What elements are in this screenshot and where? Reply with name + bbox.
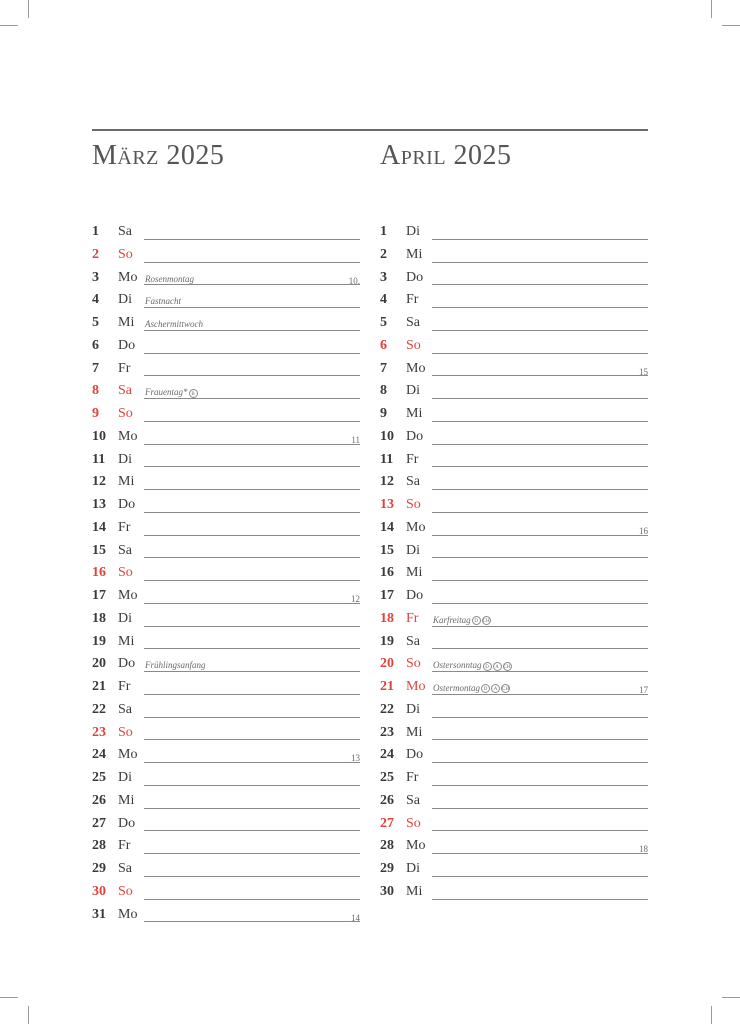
writing-line: [432, 785, 648, 786]
weekday-label: Do: [406, 269, 424, 285]
day-number: 18: [92, 610, 106, 626]
day-row[interactable]: [92, 812, 360, 835]
weekday-label: Mi: [406, 565, 423, 581]
writing-line: [144, 603, 360, 604]
writing-line: [432, 262, 648, 263]
day-row[interactable]: [92, 425, 360, 448]
weekday-label: Fr: [406, 770, 419, 785]
crop-mark: [28, 1006, 29, 1024]
day-row[interactable]: [92, 379, 360, 402]
country-badge-icon: CH: [501, 684, 510, 693]
holiday-note: [145, 313, 203, 335]
writing-line: [432, 398, 648, 399]
writing-line: [144, 899, 360, 900]
weekday-label: So: [406, 337, 421, 353]
writing-line: [144, 762, 360, 763]
weekday-label: Do: [406, 747, 424, 763]
day-number: 31: [92, 906, 106, 922]
day-number: 24: [92, 747, 106, 763]
weekday-label: Mo: [406, 838, 426, 854]
day-row[interactable]: [92, 493, 360, 516]
day-number: 25: [92, 770, 106, 785]
weekday-label: Mo: [118, 747, 138, 763]
holiday-note: [145, 654, 206, 676]
day-number: 9: [380, 406, 387, 421]
week-number: 14: [351, 912, 360, 923]
day-number: 29: [380, 861, 394, 876]
day-number: 17: [380, 588, 394, 603]
day-number: 25: [380, 770, 394, 785]
day-number: 26: [92, 792, 106, 808]
day-row[interactable]: [92, 470, 360, 493]
day-row[interactable]: [380, 698, 648, 721]
day-row[interactable]: [92, 516, 360, 539]
day-number: 11: [380, 451, 394, 467]
writing-line: [432, 808, 648, 809]
writing-line: [144, 239, 360, 240]
day-number: 30: [380, 883, 394, 899]
day-number: 21: [92, 679, 106, 694]
day-row[interactable]: [92, 698, 360, 721]
weekday-label: Fr: [406, 451, 419, 467]
week-number: 17: [639, 685, 648, 695]
week-number: 16: [639, 525, 648, 536]
weekday-label: Mo: [406, 519, 426, 535]
holiday-note: [433, 654, 512, 676]
writing-line: [432, 353, 648, 354]
country-badge-icon: CH: [482, 616, 491, 625]
day-number: 29: [92, 861, 106, 876]
day-number: 1: [92, 224, 99, 239]
day-row[interactable]: [92, 357, 360, 380]
day-number: 10: [92, 428, 106, 444]
writing-line: [144, 421, 360, 422]
writing-line: [432, 421, 648, 422]
day-row[interactable]: [92, 834, 360, 857]
writing-line: [432, 375, 648, 376]
day-row[interactable]: [380, 539, 648, 562]
day-row[interactable]: [380, 288, 648, 311]
day-row[interactable]: [380, 743, 648, 766]
day-number: 4: [380, 292, 387, 308]
writing-line: [144, 489, 360, 490]
weekday-label: Fr: [406, 610, 419, 626]
day-number: 13: [380, 497, 394, 512]
weekday-label: Sa: [406, 792, 420, 808]
day-row[interactable]: [92, 266, 360, 289]
weekday-label: Mi: [118, 633, 135, 649]
weekday-label: Sa: [406, 633, 420, 649]
writing-line: [432, 580, 648, 581]
day-number: 26: [380, 792, 394, 808]
weekday-label: Mo: [118, 588, 138, 603]
weekday-label: So: [118, 565, 133, 581]
day-number: 6: [92, 337, 99, 353]
weekday-label: Mi: [406, 406, 423, 421]
weekday-label: Fr: [118, 679, 131, 694]
holiday-note: [433, 677, 510, 699]
weekday-label: Mi: [406, 724, 423, 740]
writing-line: [432, 603, 648, 604]
day-number: 30: [92, 883, 106, 899]
day-row[interactable]: [380, 220, 648, 243]
weekday-label: Mi: [406, 883, 423, 899]
crop-mark: [711, 0, 712, 18]
day-row[interactable]: [380, 880, 648, 903]
holiday-note-text: Karfreitag: [433, 614, 471, 625]
day-row[interactable]: [380, 834, 648, 857]
writing-line: [144, 648, 360, 649]
weekday-label: Sa: [118, 701, 132, 717]
writing-line: [144, 808, 360, 809]
weekday-label: Fr: [118, 360, 131, 376]
writing-line: [144, 557, 360, 558]
day-number: 14: [92, 519, 106, 535]
week-number: 10.: [348, 275, 360, 286]
writing-line: [432, 444, 648, 445]
crop-mark: [0, 997, 18, 998]
day-row[interactable]: [92, 539, 360, 562]
writing-line: [144, 717, 360, 718]
writing-line: [144, 921, 360, 922]
weekday-label: Di: [118, 292, 132, 308]
day-row[interactable]: [380, 789, 648, 812]
day-number: 2: [380, 246, 387, 262]
day-number: 3: [92, 269, 99, 285]
writing-line: [144, 353, 360, 354]
weekday-label: Sa: [118, 542, 132, 558]
writing-line: [432, 512, 648, 513]
weekday-label: Di: [406, 701, 420, 717]
day-row[interactable]: [92, 584, 360, 607]
day-number: 22: [92, 701, 106, 717]
weekday-label: Di: [406, 383, 420, 399]
day-row[interactable]: [380, 857, 648, 880]
crop-mark: [0, 25, 18, 26]
writing-line: [144, 535, 360, 536]
writing-line: [432, 489, 648, 490]
weekday-label: Sa: [406, 315, 420, 330]
holiday-note-text: Rosenmontag: [145, 273, 194, 284]
day-number: 4: [92, 292, 99, 308]
weekday-label: Do: [406, 588, 424, 603]
weekday-label: So: [406, 815, 421, 831]
holiday-note-text: Fastnacht: [145, 296, 181, 307]
day-row[interactable]: [380, 561, 648, 584]
weekday-label: So: [406, 497, 421, 512]
day-row[interactable]: [380, 448, 648, 471]
day-row[interactable]: [92, 766, 360, 789]
month-title-march: März 2025: [92, 140, 225, 171]
day-row[interactable]: [380, 311, 648, 334]
march-day-list: [92, 220, 360, 925]
day-number: 18: [380, 610, 394, 626]
day-row[interactable]: [92, 721, 360, 744]
day-row[interactable]: [92, 288, 360, 311]
day-number: 13: [92, 497, 106, 512]
weekday-label: Fr: [406, 292, 419, 308]
weekday-label: Do: [118, 815, 136, 831]
writing-line: [144, 512, 360, 513]
writing-line: [144, 626, 360, 627]
day-row[interactable]: [380, 379, 648, 402]
day-number: 10: [380, 428, 394, 444]
writing-line: [432, 466, 648, 467]
weekday-label: Mo: [406, 679, 426, 694]
day-number: 19: [92, 633, 106, 649]
day-row[interactable]: [380, 334, 648, 357]
writing-line: [432, 557, 648, 558]
weekday-label: Fr: [118, 519, 131, 535]
day-row[interactable]: [380, 516, 648, 539]
day-row[interactable]: [92, 675, 360, 698]
day-row[interactable]: [380, 470, 648, 493]
day-row[interactable]: [92, 243, 360, 266]
day-number: 28: [92, 838, 106, 854]
day-row[interactable]: [380, 812, 648, 835]
header-rule: [92, 129, 648, 131]
weekday-label: So: [118, 883, 133, 899]
day-row[interactable]: [380, 425, 648, 448]
day-number: 20: [380, 656, 394, 672]
day-row[interactable]: [380, 243, 648, 266]
writing-line: [432, 284, 648, 285]
writing-line: [432, 830, 648, 831]
day-row[interactable]: [380, 766, 648, 789]
day-number: 27: [92, 815, 106, 831]
weekday-label: Sa: [118, 383, 132, 399]
day-row[interactable]: [380, 675, 648, 698]
day-number: 16: [92, 565, 106, 581]
day-number: 12: [92, 474, 106, 490]
writing-line: [432, 648, 648, 649]
holiday-note-text: Aschermittwoch: [145, 319, 203, 329]
day-number: 5: [92, 315, 99, 330]
weekday-label: Do: [118, 497, 136, 512]
day-row[interactable]: [92, 630, 360, 653]
day-number: 15: [92, 542, 106, 558]
day-number: 17: [92, 588, 106, 603]
day-row[interactable]: [92, 880, 360, 903]
day-number: 1: [380, 224, 387, 239]
holiday-note-text: Frauentag*: [145, 387, 188, 398]
day-row[interactable]: [92, 789, 360, 812]
day-row[interactable]: [92, 903, 360, 926]
country-badge-icon: A: [493, 662, 502, 671]
day-number: 20: [92, 656, 106, 672]
writing-line: [432, 853, 648, 854]
country-badge-icon: D: [481, 684, 490, 693]
weekday-label: Mi: [118, 792, 135, 808]
writing-line: [432, 717, 648, 718]
month-title-april: April 2025: [380, 140, 512, 171]
weekday-label: Mi: [118, 315, 135, 330]
day-row[interactable]: [92, 607, 360, 630]
day-row[interactable]: [92, 334, 360, 357]
weekday-label: Sa: [406, 474, 420, 490]
week-number: 11: [351, 434, 360, 445]
holiday-note: [145, 290, 181, 312]
day-row[interactable]: [92, 652, 360, 675]
weekday-label: Mo: [406, 360, 426, 376]
writing-line: [432, 330, 648, 331]
writing-line: [144, 785, 360, 786]
day-row[interactable]: [92, 311, 360, 334]
weekday-label: Di: [118, 610, 132, 626]
country-badge-icon: B: [189, 389, 198, 398]
day-number: 3: [380, 269, 387, 285]
weekday-label: Mo: [118, 269, 138, 285]
writing-line: [144, 739, 360, 740]
weekday-label: Do: [118, 656, 136, 672]
day-row[interactable]: [92, 561, 360, 584]
weekday-label: Mi: [118, 474, 135, 490]
country-badge-icon: CH: [503, 662, 512, 671]
weekday-label: Di: [118, 451, 132, 467]
day-row[interactable]: [380, 402, 648, 425]
weekday-label: Do: [406, 428, 424, 444]
day-number: 27: [380, 815, 394, 831]
writing-line: [144, 830, 360, 831]
day-number: 28: [380, 838, 394, 854]
day-row[interactable]: [92, 402, 360, 425]
day-row[interactable]: [92, 857, 360, 880]
weekday-label: Sa: [118, 224, 132, 239]
writing-line: [144, 375, 360, 376]
writing-line: [432, 239, 648, 240]
weekday-label: Do: [118, 337, 136, 353]
day-row[interactable]: [380, 357, 648, 380]
weekday-label: Mi: [406, 246, 423, 262]
weekday-label: So: [118, 246, 133, 262]
day-row[interactable]: [380, 630, 648, 653]
weekday-label: Mo: [118, 906, 138, 922]
crop-mark: [28, 0, 29, 18]
week-number: 15: [639, 366, 648, 377]
week-number: 12: [351, 594, 360, 604]
writing-line: [144, 262, 360, 263]
weekday-label: Fr: [118, 838, 131, 854]
writing-line: [432, 739, 648, 740]
day-row[interactable]: [380, 721, 648, 744]
country-badge-icon: D: [483, 662, 492, 671]
holiday-note: [145, 268, 194, 290]
crop-mark: [722, 997, 740, 998]
writing-line: [144, 580, 360, 581]
day-number: 19: [380, 633, 394, 649]
writing-line: [144, 853, 360, 854]
day-number: 5: [380, 315, 387, 330]
day-number: 6: [380, 337, 387, 353]
country-badge-icon: A: [491, 684, 500, 693]
holiday-note: [433, 609, 491, 631]
day-row[interactable]: [92, 743, 360, 766]
day-number: 11: [92, 451, 106, 467]
day-number: 7: [92, 360, 99, 376]
holiday-note: [145, 381, 198, 403]
weekday-label: So: [406, 656, 421, 672]
day-number: 22: [380, 701, 394, 717]
day-row[interactable]: [92, 220, 360, 243]
writing-line: [144, 444, 360, 445]
day-row[interactable]: [92, 448, 360, 471]
writing-line: [144, 876, 360, 877]
day-row[interactable]: [380, 607, 648, 630]
weekday-label: Di: [406, 542, 420, 558]
day-number: 15: [380, 542, 394, 558]
day-number: 8: [380, 383, 387, 399]
day-row[interactable]: [380, 493, 648, 516]
crop-mark: [722, 25, 740, 26]
writing-line: [432, 535, 648, 536]
day-number: 7: [380, 360, 387, 376]
weekday-label: Sa: [118, 861, 132, 876]
weekday-label: So: [118, 406, 133, 421]
day-number: 2: [92, 246, 99, 262]
day-number: 23: [380, 724, 394, 740]
writing-line: [144, 694, 360, 695]
writing-line: [432, 876, 648, 877]
day-number: 8: [92, 383, 99, 399]
crop-mark: [711, 1006, 712, 1024]
week-number: 13: [351, 753, 360, 764]
holiday-note-text: Ostermontag: [433, 683, 480, 693]
writing-line: [144, 466, 360, 467]
week-number: 18: [639, 844, 648, 855]
holiday-note-text: Ostersonntag: [433, 660, 482, 671]
day-row[interactable]: [380, 652, 648, 675]
day-number: 12: [380, 474, 394, 490]
holiday-note-text: Frühlingsanfang: [145, 660, 206, 671]
weekday-label: Mo: [118, 428, 138, 444]
day-number: 23: [92, 724, 106, 740]
day-number: 24: [380, 747, 394, 763]
april-day-list: [380, 220, 648, 903]
day-number: 16: [380, 565, 394, 581]
day-row[interactable]: [380, 266, 648, 289]
country-badge-icon: D: [472, 616, 481, 625]
weekday-label: Di: [118, 770, 132, 785]
writing-line: [432, 899, 648, 900]
weekday-label: So: [118, 724, 133, 740]
weekday-label: Di: [406, 224, 420, 239]
day-number: 14: [380, 519, 394, 535]
day-row[interactable]: [380, 584, 648, 607]
writing-line: [432, 762, 648, 763]
day-number: 9: [92, 406, 99, 421]
weekday-label: Di: [406, 861, 420, 876]
writing-line: [432, 307, 648, 308]
day-number: 21: [380, 679, 394, 694]
